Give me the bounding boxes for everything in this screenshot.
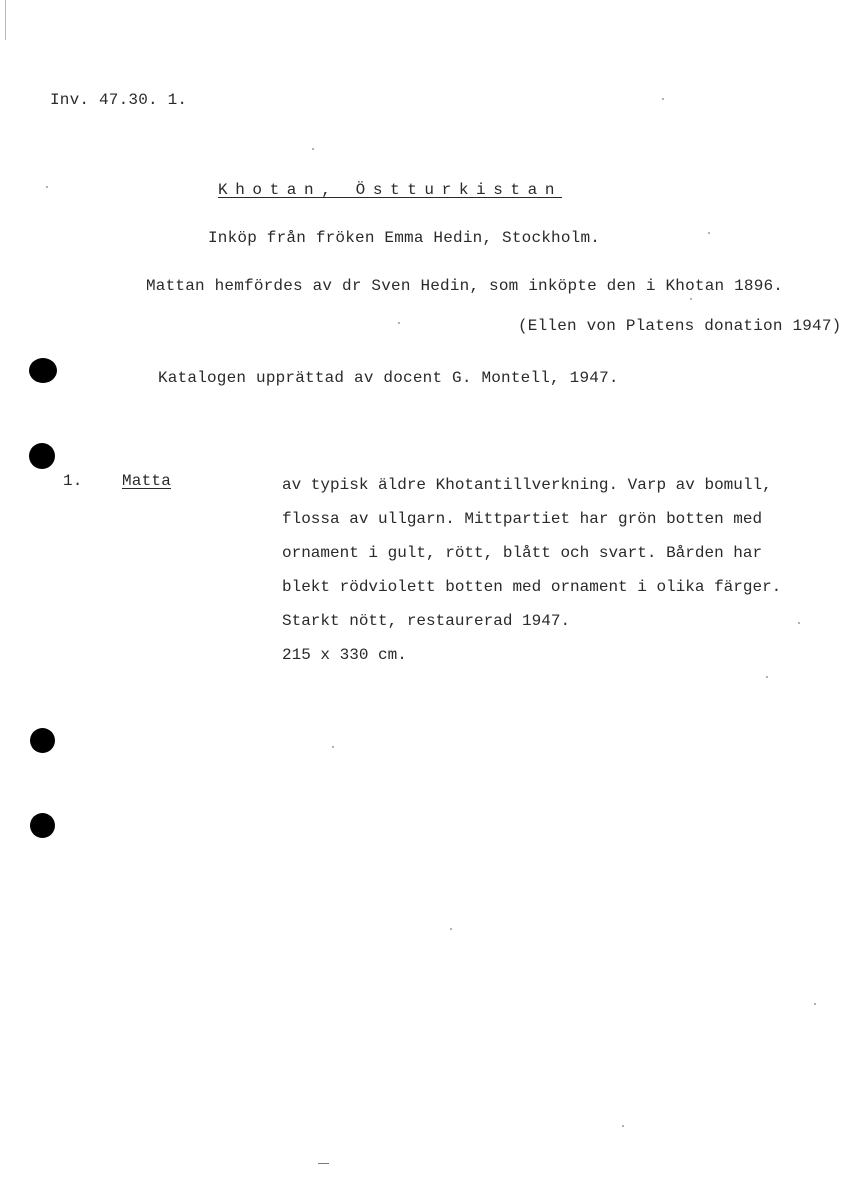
description-line: flossa av ullgarn. Mittpartiet har grön botten med bbox=[282, 510, 763, 528]
item-name: Matta bbox=[122, 472, 172, 490]
scan-speck bbox=[622, 1125, 624, 1127]
inventory-number: Inv. 47.30. 1. bbox=[50, 91, 188, 109]
punch-hole bbox=[29, 358, 57, 383]
catalog-note: Katalogen upprättad av docent G. Montell, 1947. bbox=[158, 369, 619, 387]
punch-hole bbox=[30, 728, 55, 753]
item-description bbox=[282, 468, 781, 672]
provenance-note: Mattan hemfördes av dr Sven Hedin, som inköpte den i Khotan 1896. bbox=[146, 277, 784, 295]
scan-dash-mark bbox=[318, 1163, 329, 1164]
scan-speck bbox=[814, 1003, 816, 1005]
scan-speck bbox=[46, 186, 48, 188]
punch-hole bbox=[30, 813, 55, 838]
description-line: Starkt nött, restaurerad 1947. bbox=[282, 612, 571, 630]
punch-hole bbox=[29, 443, 55, 469]
document-heading: Khotan, Östturkistan bbox=[218, 181, 563, 199]
donation-note: (Ellen von Platens donation 1947) bbox=[518, 317, 842, 335]
scan-speck bbox=[332, 746, 334, 748]
scan-speck bbox=[450, 928, 452, 930]
scan-speck bbox=[398, 322, 400, 324]
scan-speck bbox=[662, 98, 664, 100]
description-line: ornament i gult, rött, blått och svart. Bården har bbox=[282, 544, 763, 562]
item-dimensions: 215 x 330 cm. bbox=[282, 646, 407, 664]
scan-speck bbox=[798, 622, 800, 624]
acquisition-source: Inköp från fröken Emma Hedin, Stockholm. bbox=[208, 229, 601, 247]
scan-speck bbox=[708, 232, 710, 234]
description-line: av typisk äldre Khotantillverkning. Varp av bomull, bbox=[282, 476, 772, 494]
item-number: 1. bbox=[63, 472, 83, 490]
description-line: blekt rödviolett botten med ornament i olika färger. bbox=[282, 578, 782, 596]
scan-margin-mark bbox=[5, 0, 6, 40]
scan-speck bbox=[766, 676, 768, 678]
scan-speck bbox=[312, 148, 314, 150]
scan-speck bbox=[690, 298, 692, 300]
